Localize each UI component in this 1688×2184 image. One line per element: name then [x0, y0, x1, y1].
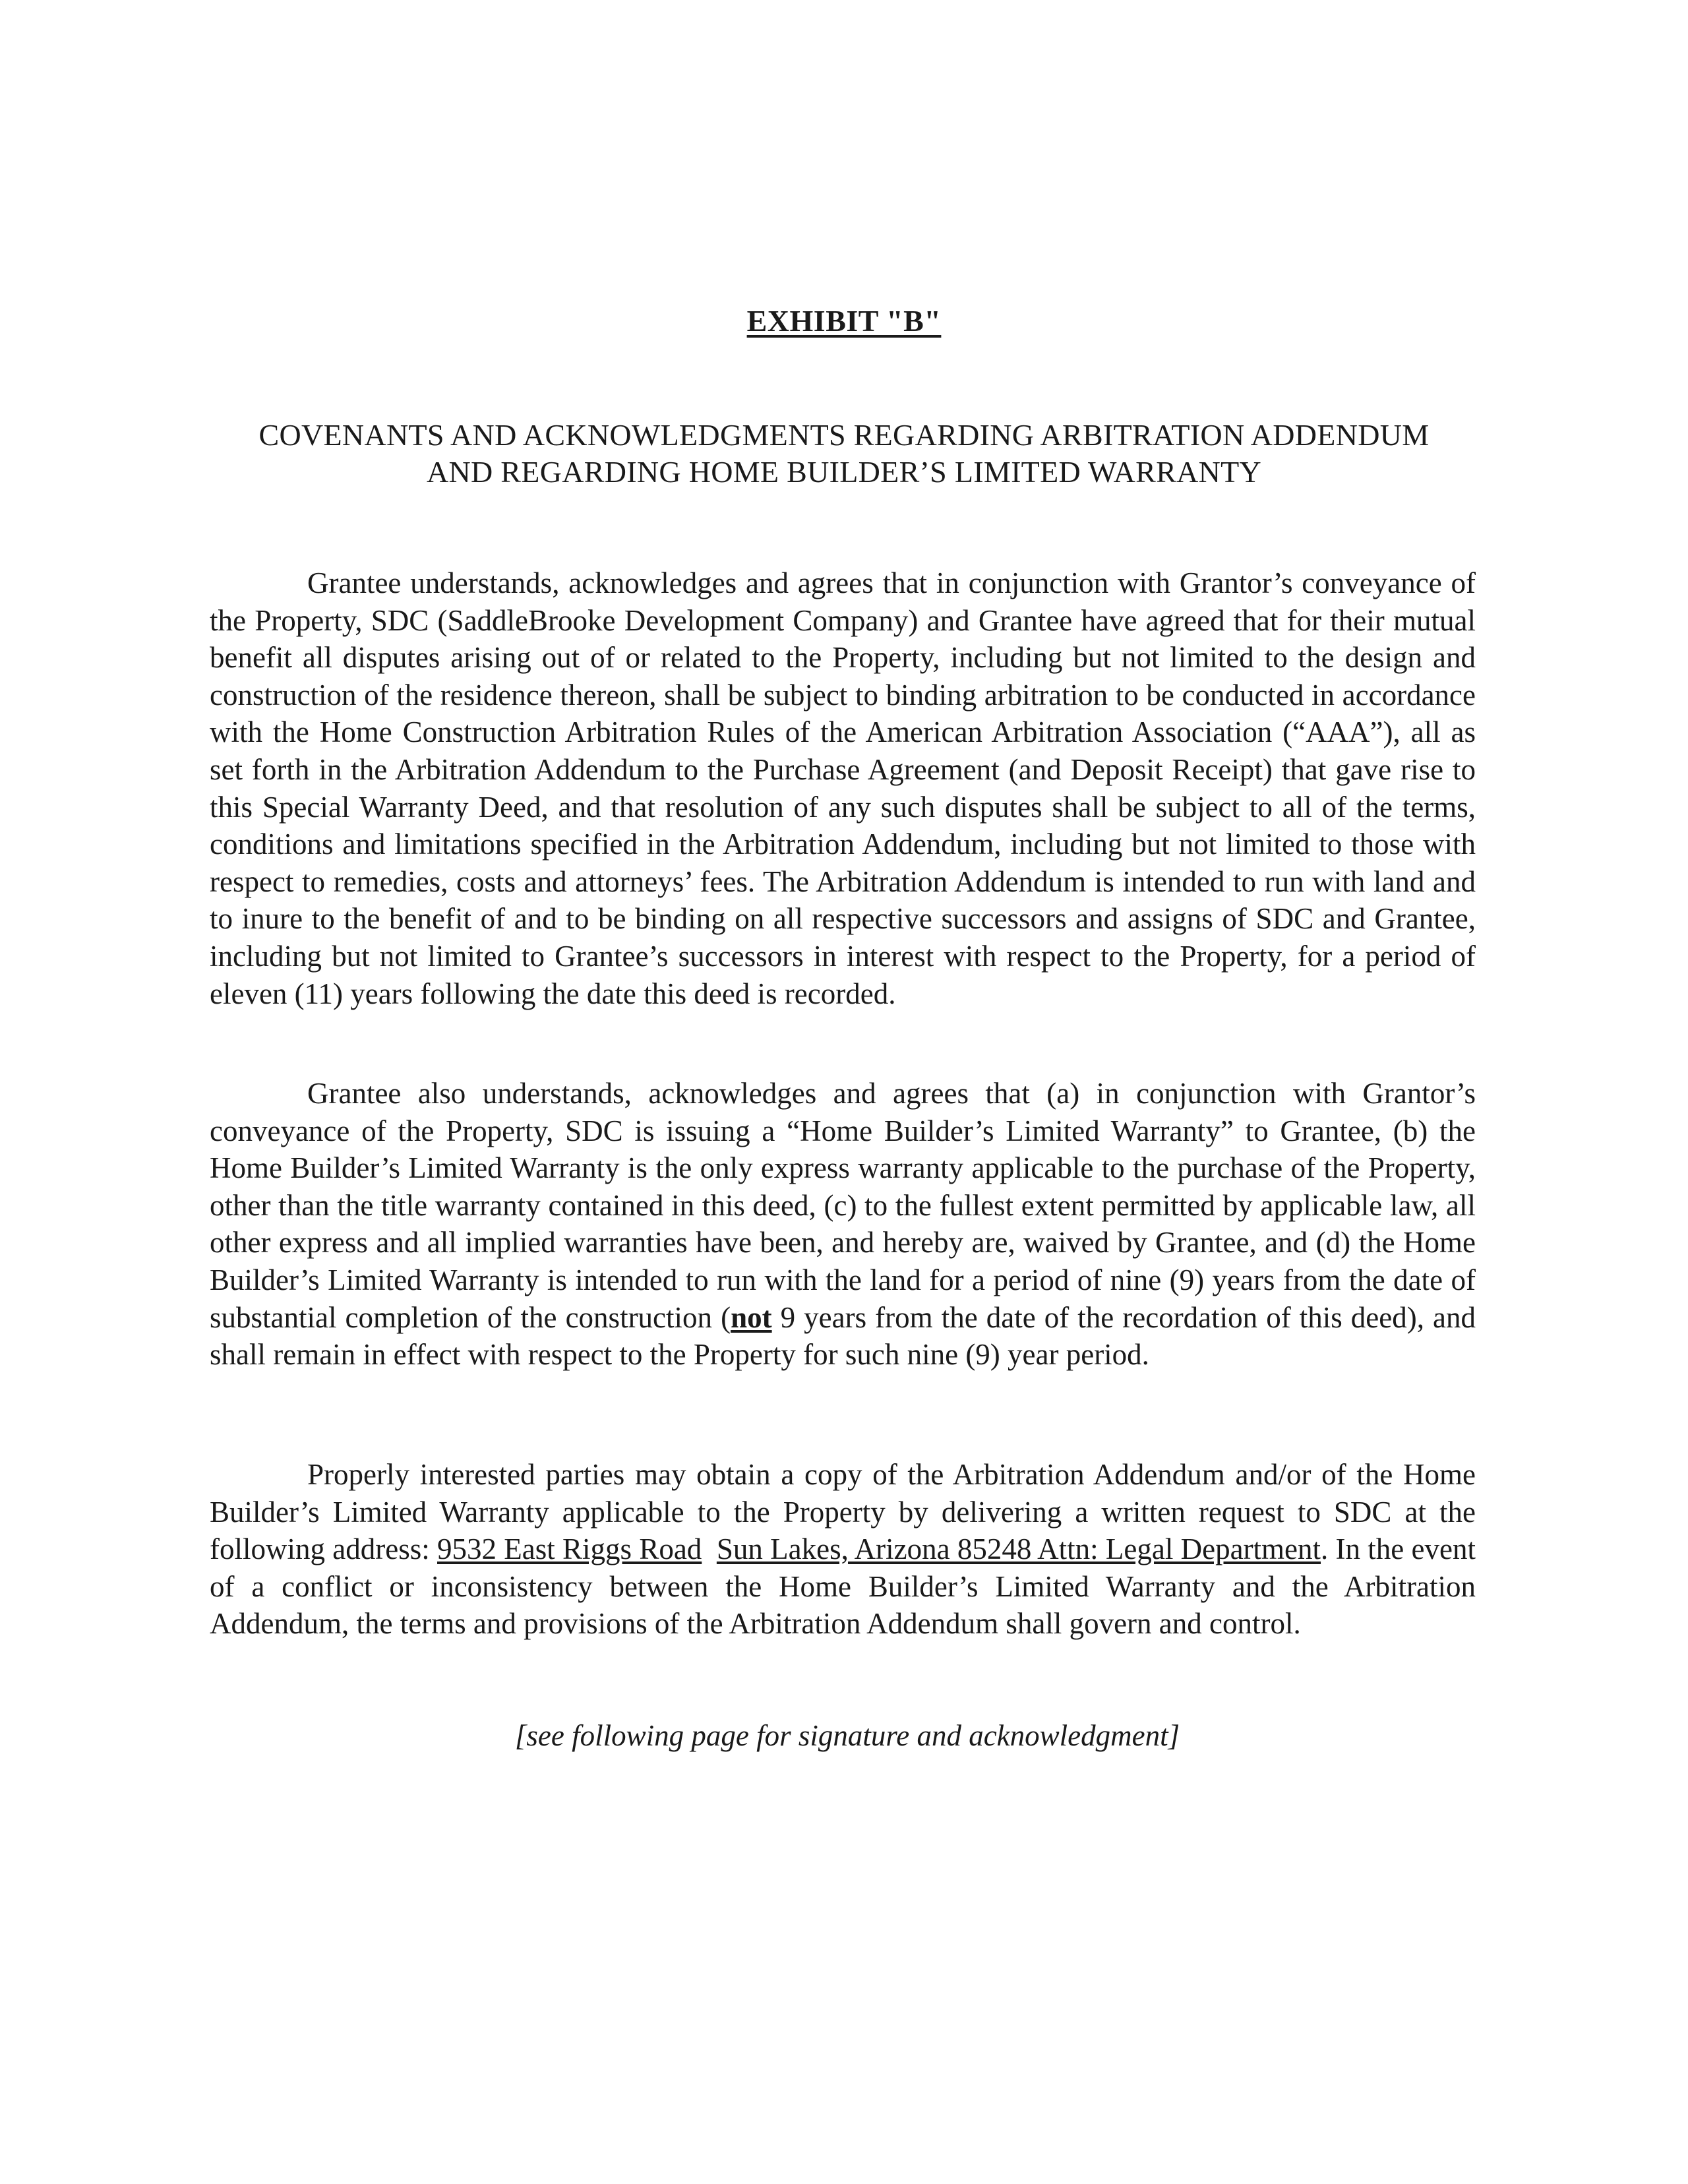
signature-note: [see following page for signature and acknowledgment]	[514, 1719, 1180, 1752]
copy-request-paragraph	[210, 1456, 1476, 1643]
paragraph-1-text: Grantee understands, acknowledges and agrees that in conjunction with Grantor’s conveyance of the Property, SDC (SaddleBrooke Development Company) and Grantee have agreed that for their mutual benefit all disputes arising out of or related to the Property, including but not limited to the design and construction of the residence thereon, shall be subject to binding arbitration to be conducted in accordance with the Home Construction Arbitration Rules of the American Arbitration Association (“AAA”), all as set forth in the Arbitration Addendum to the Purchase Agreement (and Deposit Receipt) that gave rise to this Special Warranty Deed, and that resolution of any such disputes shall be subject to all of the terms, conditions and limitations specified in the Arbitration Addendum, including but not limited to those with respect to remedies, costs and attorneys’ fees. The Arbitration Addendum is intended to run with land and to inure to the benefit of and to be binding on all respective successors and assigns of SDC and Grantee, including but not limited to Grantee’s successors in interest with respect to the Property, for a period of eleven (11) years following the date this deed is recorded.	[210, 566, 1476, 1010]
paragraph-3-part-1: Properly interested parties may obtain a copy of the Arbitration Addendum and/or of the Home Builder’s Limited Warranty applicable to the Property by delivering a written request to SDC at the following address:	[210, 1458, 1476, 1566]
emphasis-not: not	[731, 1300, 772, 1334]
subtitle-line-2: AND REGARDING HOME BUILDER’S LIMITED WARRANTY	[426, 455, 1262, 489]
arbitration-paragraph	[210, 564, 1476, 1012]
subtitle-line-1: COVENANTS AND ACKNOWLEDGMENTS REGARDING ARBITRATION ADDENDUM	[258, 418, 1430, 452]
exhibit-title: EXHIBIT "B"	[746, 304, 942, 338]
paragraph-3-part-2: . In the event of a conflict or inconsistency between the Home Builder’s Limited Warranty and the Arbitration Addendum, the terms and provisions of the Arbitration Addendum shall govern and control.	[210, 1532, 1476, 1641]
paragraph-2-part-2: 9 years from the date of the recordation of this deed), and shall remain in effect with respect to the Property for such nine (9) year period.	[210, 1300, 1476, 1372]
paragraph-2-part-1: Grantee also understands, acknowledges and agrees that (a) in conjunction with Grantor’s conveyance of the Property, SDC is issuing a “Home Builder’s Limited Warranty” to Grantee, (b) the Home Builder’s Limited Warranty is the only express warranty applicable to the purchase of the Property, other than the title warranty contained in this deed, (c) to the fullest extent permitted by applicable law, all other express and all implied warranties have been, and hereby are, waived by Grantee, and (d) the Home Builder’s Limited Warranty is intended to run with the land for a period of nine (9) years from the date of substantial completion of the construction (	[210, 1077, 1476, 1334]
paragraph-3-text	[210, 1456, 1476, 1643]
warranty-paragraph	[210, 1075, 1476, 1374]
document-subtitle	[198, 417, 1490, 491]
address-city: Sun Lakes, Arizona 85248 Attn: Legal Department	[716, 1532, 1321, 1566]
paragraph-2-text	[210, 1075, 1476, 1374]
address-street: 9532 East Riggs Road	[437, 1532, 702, 1566]
